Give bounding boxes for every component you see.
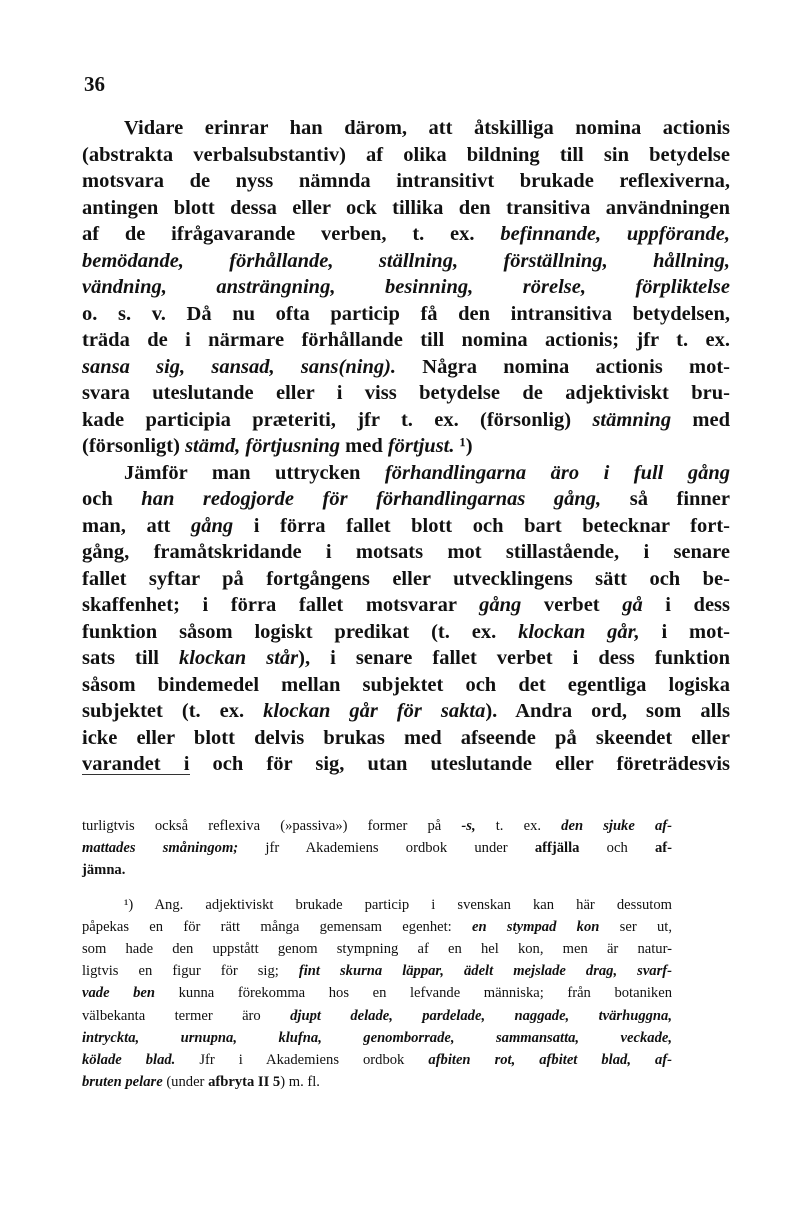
italic-text: -s,: [461, 818, 476, 834]
text-segment: turligtvis också reflexiva (»passiva») former på: [82, 818, 462, 834]
footnote-1-line: [82, 1071, 672, 1093]
body-lines-line: [82, 142, 730, 169]
italic-text: en stympad kon: [472, 918, 600, 935]
text-segment: svara uteslutande eller i viss betydelse de adjektiviskt bru-: [82, 382, 730, 404]
text-segment: så finner: [601, 488, 731, 510]
italic-text: förhandlingarna äro i full gång: [384, 461, 730, 484]
italic-text: gång: [190, 514, 234, 537]
text-segment: af de ifrågavarande verben, t. ex.: [82, 223, 501, 245]
text-segment: med: [340, 435, 388, 457]
body-lines-line: [82, 301, 730, 328]
body-lines-line: [82, 645, 730, 672]
text-segment: som hade den uppstått genom stympning af en hel kon, men är natur-: [82, 940, 672, 957]
italic-text: klockan går,: [518, 620, 640, 643]
body-lines-line: [82, 725, 730, 752]
text-segment: (under: [162, 1074, 209, 1091]
italic-text: han redogjorde för förhandlingarnas gång,: [141, 488, 602, 510]
text-segment: Vidare erinrar han därom, att åtskilliga nomina actionis: [124, 117, 730, 139]
text-segment: ¹): [454, 435, 473, 457]
body-lines-line: [82, 698, 730, 725]
italic-text: fint skurna läppar, ädelt mejslade drag, svarf-: [298, 963, 672, 980]
text-segment: motsvara de nyss nämnda intransitivt brukade reflexiverna,: [82, 170, 730, 192]
bold-text: af-: [654, 840, 673, 857]
text-segment: i mot-: [639, 620, 730, 643]
italic-text: kölade blad.: [82, 1051, 176, 1068]
text-segment: Jämför man uttrycken: [124, 461, 385, 484]
text-segment: t. ex.: [475, 818, 562, 834]
footnote-continued-line: [82, 859, 672, 881]
footnote-continued-line: [82, 837, 672, 859]
footnote-gap: [82, 882, 672, 894]
text-segment: välbekanta termer äro: [82, 1007, 291, 1024]
italic-text: befinnande, uppförande,: [500, 223, 730, 245]
body-lines-line: [82, 354, 730, 381]
text-segment: ), i senare fallet verbet i dess funktion: [298, 647, 730, 669]
italic-text: gång: [479, 594, 522, 616]
footnotes: [82, 815, 672, 1093]
body-lines-line: [82, 115, 730, 142]
text-segment: och: [82, 488, 142, 510]
text-segment: och: [579, 840, 655, 857]
body-lines-line: [82, 486, 730, 513]
text-segment: träda de i närmare förhållande till nomina actionis; jfr t. ex.: [82, 329, 730, 351]
text-segment: ser ut,: [599, 918, 672, 935]
italic-text: djupt delade, pardelade, naggade, tvärhuggna,: [290, 1007, 672, 1024]
bold-text: affjälla: [534, 840, 580, 857]
text-segment: varandet i och för sig, utan uteslutande eller företrädesvis: [82, 753, 730, 775]
text-segment: icke eller blott delvis brukas med afseende på skeendet eller: [82, 726, 730, 749]
italic-text: intryckta, urnupna, klufna, genomborrade, sammansatta, veckade,: [82, 1029, 672, 1046]
text-segment: såsom bindemedel mellan subjektet och det egentliga logiska: [82, 673, 730, 696]
text-segment: kade participia præteriti, jfr t. ex. (försonlig): [82, 408, 593, 431]
footnote-divider: [82, 774, 190, 775]
italic-text: vade ben: [82, 985, 156, 1002]
text-segment: påpekas en för rätt många gemensam egenhet:: [82, 918, 473, 935]
italic-text: afbiten rot, afbitet blad, af-: [428, 1051, 673, 1068]
body-lines-line: [82, 407, 730, 434]
footnote-1-line: [82, 894, 672, 916]
text-segment: man, att: [82, 514, 191, 537]
text-segment: i förra fallet blott och bart betecknar fort-: [233, 514, 730, 537]
body-lines-line: [82, 274, 730, 301]
body-lines-line: [82, 168, 730, 195]
text-segment: ) m. fl.: [280, 1074, 320, 1091]
text-segment: Jfr i Akademiens ordbok: [175, 1051, 429, 1068]
italic-text: förtjust.: [387, 435, 455, 457]
text-segment: antingen blott dessa eller ock tillika den transitiva användningen: [82, 196, 730, 219]
footnote-1-line: [82, 1005, 672, 1027]
text-segment: ligtvis en figur för sig;: [82, 963, 299, 980]
footnote-1-line: [82, 982, 672, 1004]
body-lines-line: [82, 566, 730, 593]
text-segment: ). Andra ord, som alls: [485, 700, 730, 722]
footnote-1: [82, 894, 672, 1094]
italic-text: klockan går för sakta: [263, 700, 486, 722]
text-segment: kunna förekomma hos en lefvande människa; från botaniken: [155, 985, 672, 1002]
footnote-continued-line: [82, 815, 672, 837]
italic-text: klockan står: [179, 647, 299, 669]
footnote-1-line: [82, 1049, 672, 1071]
text-segment: funktion såsom logiskt predikat (t. ex.: [82, 620, 519, 643]
page-number: 36: [84, 72, 105, 96]
footnote-continued: [82, 815, 672, 882]
main-text: [82, 115, 730, 778]
italic-text: sansa sig, sansad, sans(ning).: [82, 355, 397, 378]
body-lines-line: [82, 433, 730, 460]
body-lines-line: [82, 327, 730, 354]
body-lines-line: [82, 460, 730, 487]
italic-text: bruten pelare: [82, 1074, 163, 1091]
text-segment: i dess: [642, 594, 730, 616]
text-segment: verbet: [521, 594, 623, 616]
body-lines-line: [82, 221, 730, 248]
body-lines-line: [82, 672, 730, 699]
body-lines-line: [82, 619, 730, 646]
text-segment: skaffenhet; i förra fallet motsvarar: [82, 594, 480, 616]
footnote-1-line: [82, 938, 672, 960]
text-segment: subjektet (t. ex.: [82, 700, 264, 722]
text-segment: ¹) Ang. adjektiviskt brukade particip i svenskan kan här dessutom: [124, 896, 672, 913]
text-segment: gång, framåtskridande i motsats mot stillastående, i senare: [82, 541, 730, 563]
text-segment: med: [671, 408, 730, 431]
italic-text: stämning: [592, 408, 672, 431]
text-segment: sats till: [82, 647, 179, 669]
italic-text: vändning, ansträngning, besinning, rörelse, förpliktelse: [82, 276, 730, 298]
italic-text: bemödande, förhållande, ställning, förställning, hållning,: [82, 249, 730, 272]
text-segment: jfr Akademiens ordbok under: [238, 840, 535, 857]
footnote-1-line: [82, 916, 672, 938]
italic-text: den sjuke af-: [561, 818, 672, 834]
text-segment: o. s. v. Då nu ofta particip få den intransitiva betydelsen,: [82, 302, 730, 325]
body-lines-line: [82, 513, 730, 540]
footnote-1-line: [82, 1027, 672, 1049]
text-segment: (försonligt): [82, 435, 186, 457]
text-segment: (abstrakta verbalsubstantiv) af olika bildning till sin betydelse: [82, 143, 730, 166]
text-segment: fallet syftar på fortgångens eller utvecklingens sätt och be-: [82, 567, 730, 590]
bold-text: jämna.: [82, 862, 126, 879]
text-segment: Några nomina actionis mot-: [396, 355, 730, 378]
body-lines-line: [82, 539, 730, 566]
body-lines-line: [82, 380, 730, 407]
italic-text: stämd, förtjusning: [185, 435, 341, 457]
body-lines-line: [82, 248, 730, 275]
body-lines-line: [82, 195, 730, 222]
italic-text: mattades småningom;: [82, 840, 239, 857]
bold-text: afbryta II 5: [208, 1074, 281, 1091]
body-lines-line: [82, 592, 730, 619]
italic-text: gå: [622, 594, 643, 616]
footnote-1-line: [82, 960, 672, 982]
